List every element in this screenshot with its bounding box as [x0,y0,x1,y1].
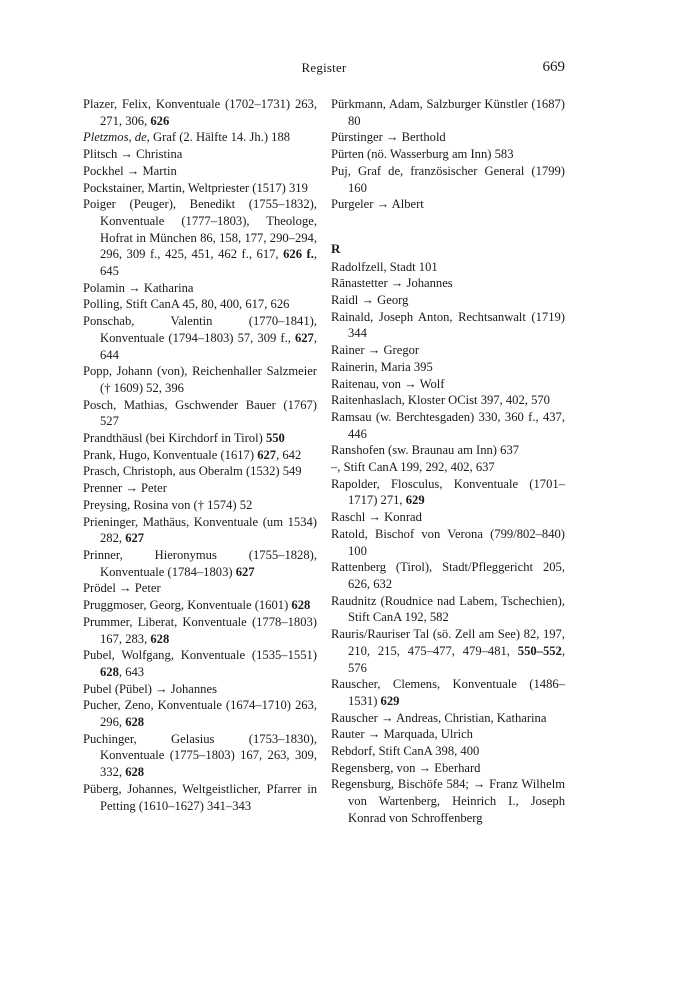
entry-text: Rauter → Marquada, Ulrich [331,727,473,742]
index-entry [331,676,565,709]
entry-text: Ponschab, Valentin (1770–1841), Konventuale (1794–1803) 57, 309 f., [83,314,317,345]
section-letter: R [331,240,341,256]
page-reference-bold: 629 [405,493,425,508]
entry-text: Raitenau, von → Wolf [331,376,445,391]
entry-text: Rānastetter → Johannes [331,276,453,291]
index-entry [331,593,565,626]
entry-text: Pürten (nö. Wasserburg am Inn) 583 [331,147,514,162]
index-entry [83,480,317,497]
index-entry [83,697,317,730]
index-entry [331,710,565,727]
index-entry [331,309,565,342]
entry-text: Ramsau (w. Berchtesgaden) 330, 360 f., 437, 446 [331,409,565,441]
entry-text: Pubel, Wolfgang, Konventuale (1535–1551) [83,648,317,663]
index-entry [83,363,317,396]
index-entry [331,163,565,196]
entry-text: Pucher, Zeno, Konventuale (1674–1710) 263, 296, [83,698,317,730]
index-entry [83,129,317,146]
page-reference-bold: 627 [235,564,255,579]
entry-text: , 645 [100,247,318,279]
entry-text: Prandthäusl (bei Kirchdorf in Tirol) [83,431,266,446]
entry-text: , Graf (2. Hälfte 14. Jh.) 188 [146,130,291,145]
entry-text: Rainer → Gregor [331,343,420,358]
entry-text: Plitsch → Christina [83,147,183,162]
index-entry [83,731,317,781]
index-entry [83,196,317,280]
page-reference-bold: 628 [150,631,170,646]
entry-text: Poiger (Peuger), Benedikt (1755–1832), Konventuale (1777–1803), Theologe, Hofrat in München 86, 158, 177, 290–294, 296, 309 f., 425, 451, 462 f., 617, [83,197,317,262]
index-entry [331,526,565,559]
entry-text: Prödel → Peter [83,581,161,596]
page-reference-bold: 628 [291,598,311,613]
entry-text: Prummer, Liberat, Konventuale (1778–1803) 167, 283, [83,614,317,646]
entry-text: –, Stift CanA 199, 292, 402, 637 [331,460,495,475]
page-reference-bold: 629 [380,693,400,708]
entry-text: Pürstinger → Berthold [331,130,446,145]
entry-text: Rapolder, Flosculus, Konventuale (1701–1717) 271, [331,476,565,508]
index-entry [331,409,565,442]
index-entry [83,614,317,647]
entry-text: Regensberg, von → Eberhard [331,760,481,775]
entry-text: Prasch, Christoph, aus Oberalm (1532) 549 [83,464,302,479]
index-entry [331,359,565,376]
index-entry [83,580,317,597]
right-column [331,96,565,827]
index-entry [83,647,317,680]
register-columns [83,96,565,827]
index-entry [83,397,317,430]
entry-text: Rainald, Joseph Anton, Rechtsanwalt (1719) 344 [331,309,565,341]
entry-text: Puchinger, Gelasius (1753–1830), Konventuale (1775–1803) 167, 263, 309, 332, [83,731,317,780]
index-entry [83,514,317,547]
index-entry [83,547,317,580]
page-number: 669 [542,59,565,75]
page-reference-bold: 627 [294,330,314,345]
index-entry [331,342,565,359]
entry-text: Popp, Johann (von), Reichenhaller Salzmeier († 1609) 52, 396 [83,364,317,395]
entry-text: Püberg, Johannes, Weltgeistlicher, Pfarrer in Petting (1610–1627) 341–343 [83,781,317,813]
entry-text: Prieninger, Mathäus, Konventuale (um 1534) 282, [83,514,317,546]
page-reference-bold: 627 [257,447,277,462]
index-entry [331,743,565,760]
index-entry [83,681,317,698]
entry-text: Raidl → Georg [331,293,409,308]
entry-text: Prinner, Hieronymus (1755–1828), Konventuale (1784–1803) [83,547,317,579]
entry-text: Pockhel → Martin [83,163,177,178]
entry-text: Pubel (Pübel) → Johannes [83,681,217,696]
entry-text: , 643 [118,664,145,679]
page-reference-bold: 627 [125,531,145,546]
index-entry [331,96,565,129]
page-reference-bold: 626 [150,113,170,128]
page-header [83,60,565,82]
entry-text: Ratold, Bischof von Verona (799/802–840) 100 [331,526,565,558]
entry-text: Raschl → Konrad [331,510,422,525]
entry-text: Purgeler → Albert [331,197,424,212]
index-entry [83,313,317,363]
index-entry [83,180,317,197]
entry-text: Radolfzell, Stadt 101 [331,259,438,274]
index-entry [83,280,317,297]
entry-text: Raudnitz (Roudnice nad Labem, Tschechien), Stift CanA 192, 582 [331,593,565,625]
entry-text: Plazer, Felix, Konventuale (1702–1731) 263, 271, 306, [83,97,317,128]
index-entry [331,726,565,743]
left-column [83,96,317,827]
entry-text: Rebdorf, Stift CanA 398, 400 [331,744,480,759]
entry-text: Pletzmos, de [83,130,147,145]
page-reference-bold: 626 f. [283,247,314,262]
index-entry [83,96,317,129]
entry-text: , 644 [100,330,317,362]
index-entry [331,146,565,163]
index-entry [331,476,565,509]
entry-text: Pockstainer, Martin, Weltpriester (1517) 319 [83,180,308,195]
page-reference-bold: 628 [100,664,119,679]
right-column-p-entries [331,96,565,213]
entry-text: Prenner → Peter [83,481,167,496]
entry-text: Regensburg, Bischöfe 584; → Franz Wilhelm von Wartenberg, Heinrich I., Joseph Konrad von Schroffenberg [331,777,565,825]
entry-text: Prank, Hugo, Konventuale (1617) [83,447,258,462]
index-entry [331,392,565,409]
index-entry [83,597,317,614]
entry-text: Polamin → Katharina [83,280,194,295]
entry-text: Puj, Graf de, französischer General (1799) 160 [331,163,565,195]
entry-text: Rauris/Rauriser Tal (sö. Zell am See) 82, 197, 210, 215, 475–477, 479–481, [331,627,565,658]
index-entry [331,376,565,393]
entry-text: Posch, Mathias, Gschwender Bauer (1767) 527 [83,397,317,429]
index-entry [83,497,317,514]
index-entry [331,626,565,676]
index-entry [331,292,565,309]
index-entry [331,259,565,276]
page-reference-bold: 550 [265,431,285,446]
index-entry [331,196,565,213]
index-entry [331,760,565,777]
index-entry [331,509,565,526]
entry-text: Rattenberg (Tirol), Stadt/Pfleggericht 205, 626, 632 [331,560,565,591]
entry-text: Pürkmann, Adam, Salzburger Künstler (1687) 80 [331,97,565,128]
entry-text: Rauscher → Andreas, Christian, Katharina [331,710,547,725]
index-entry [331,129,565,146]
entry-text: Polling, Stift CanA 45, 80, 400, 617, 626 [83,297,290,312]
page-reference-bold: 550–552 [517,643,562,658]
entry-text: , 642 [276,447,302,462]
entry-text: Ranshofen (sw. Braunau am Inn) 637 [331,443,520,458]
index-entry [331,442,565,459]
index-entry [83,163,317,180]
index-entry [83,447,317,464]
entry-text: Preysing, Rosina von († 1574) 52 [83,497,253,512]
index-entry [83,463,317,480]
index-entry [83,781,317,814]
index-entry [331,559,565,592]
index-entry [83,296,317,313]
index-entry [331,776,565,826]
entry-text: Rauscher, Clemens, Konventuale (1486–1531) [331,677,565,708]
page-reference-bold: 628 [125,715,145,730]
entry-text: Raitenhaslach, Kloster OCist 397, 402, 570 [331,393,550,408]
index-entry [331,459,565,476]
entry-text: Pruggmoser, Georg, Konventuale (1601) [83,598,292,613]
running-head: Register [301,60,347,75]
right-column-r-entries [331,259,565,827]
entry-text: , 576 [348,643,565,675]
page-reference-bold: 628 [125,765,145,780]
entry-text: Rainerin, Maria 395 [331,359,433,374]
index-entry [83,430,317,447]
index-entry [331,275,565,292]
index-entry [83,146,317,163]
